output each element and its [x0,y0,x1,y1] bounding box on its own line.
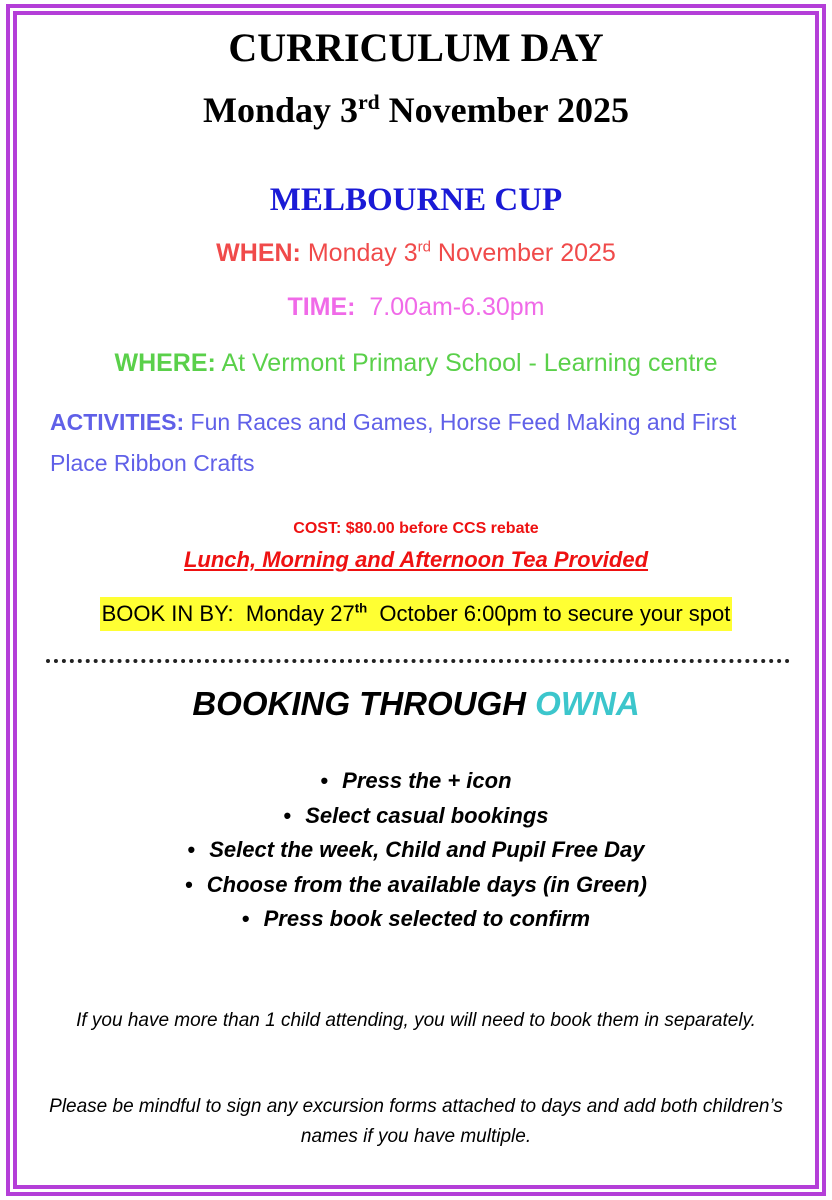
bookin-suffix: th [354,600,368,616]
booking-step: • Press book selected to confirm [0,902,832,937]
book-in-deadline [0,597,832,631]
activities-value: Fun Races and Games, Horse Feed Making and First Place Ribbon Crafts [50,409,737,476]
when-value: Monday 3 [300,239,418,267]
event-where [0,346,832,380]
activities-label: ACTIVITIES: [50,409,185,435]
booking-brand: OWNA [535,685,640,722]
event-catering: Lunch, Morning and Afternoon Tea Provided [183,547,649,572]
when-value-rest: November 2025 [430,239,616,267]
booking-steps [0,764,832,937]
where-value: At Vermont Primary School - Learning centre [215,349,718,377]
booking-title-text: BOOKING THROUGH [192,685,536,722]
event-cost: COST: $80.00 before CCS rebate [293,520,539,537]
booking-step: • Press the + icon [0,764,832,799]
note-multiple-children: If you have more than 1 child attending, you will need to book them in separately. [76,1010,756,1031]
date-text-rest: November 2025 [379,90,629,130]
time-label: TIME: [287,293,356,321]
bookin-text-rest: October 6:00pm to secure your spot [367,601,731,626]
when-label: WHEN: [216,239,301,267]
date-suffix: rd [358,90,380,114]
page-title: CURRICULUM DAY [228,25,604,70]
booking-step: • Select casual bookings [0,799,832,834]
event-when [0,236,832,270]
booking-title [0,682,832,726]
book-in-highlight [100,597,733,631]
bookin-text: BOOK IN BY: Monday 27 [101,601,355,626]
when-suffix: rd [417,238,431,256]
dotted-divider [46,659,790,663]
note-excursion-forms: Please be mindful to sign any excursion forms attached to days and add both children’s names if you have multiple. [49,1096,783,1147]
event-name: MELBOURNE CUP [269,182,563,218]
booking-step: • Choose from the available days (in Green) [0,868,832,903]
event-time [0,290,832,324]
where-label: WHERE: [114,349,216,377]
date-text: Monday 3 [203,90,359,130]
page-subtitle-date [0,88,832,132]
booking-step: • Select the week, Child and Pupil Free Day [0,833,832,868]
time-value: 7.00am-6.30pm [355,293,545,321]
event-activities [50,402,790,484]
